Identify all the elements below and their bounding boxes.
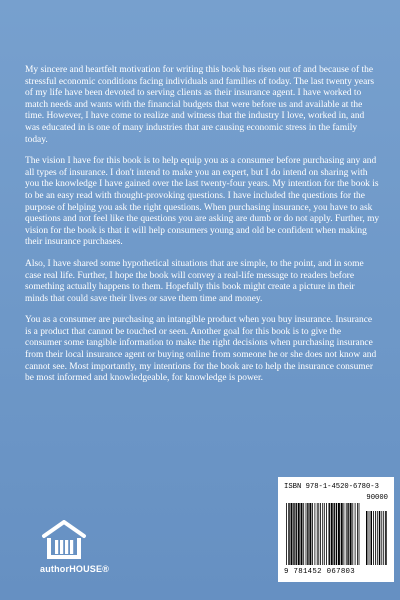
price-code: 90000 <box>366 494 388 502</box>
barcode-bar <box>359 503 360 565</box>
publisher-name: authorHOUSE® <box>40 564 110 574</box>
back-cover-blurb <box>25 65 380 395</box>
barcode-bar <box>334 503 335 565</box>
barcode-bar <box>326 503 327 565</box>
barcode-bar <box>317 503 318 565</box>
price-bar <box>381 511 382 565</box>
barcode-bar <box>306 503 307 565</box>
barcode-bar <box>315 503 316 565</box>
blurb-paragraph-1: My sincere and heartfelt motivation for writing this book has risen out of and because of the stressful economic conditions facing individuals and families of today. The last twenty years of my life have been devoted to serving clients as their insurance agent. I have worked to match needs and wants with the financial budgets that were before us and available at the time. However, I have come to realize and witness that the industry I love, worked in, and was educated in is one of many industries that are causing economic stress in the family today. <box>25 65 375 145</box>
barcode-bar <box>338 503 340 565</box>
barcode-bar <box>291 503 293 565</box>
barcode-bar <box>309 503 311 565</box>
price-bar <box>377 511 378 565</box>
barcode-bar <box>307 503 308 565</box>
barcode-bar <box>286 503 287 565</box>
price-bar <box>383 511 384 565</box>
barcode-bar <box>341 503 343 565</box>
barcode-bar <box>350 503 352 565</box>
price-bar <box>366 511 368 565</box>
barcode-bar <box>322 503 323 565</box>
barcode-bar <box>329 503 330 565</box>
barcode-bar <box>352 503 353 565</box>
barcode-digits: 9 781452 067803 <box>284 568 356 576</box>
price-bar <box>375 511 376 565</box>
price-bar <box>369 511 370 565</box>
price-bar <box>371 511 373 565</box>
isbn-text: ISBN 978-1-4520-6780-3 <box>284 483 379 491</box>
blurb-paragraph-4: You as a consumer are purchasing an intangible product when you buy insurance. Insurance is a product that cannot be touched or seen. Another goal for this book is to give the consumer some tangible information to make the right decisions when purchasing insurance from their local insurance agent or buying online from someone he or she does not know and cannot see. Most importantly, my intentions for the book are to help the insurance consumer be most informed and knowledgeable, for knowledge is power. <box>25 315 377 384</box>
barcode-bar <box>324 503 325 565</box>
barcode-bar <box>298 503 300 565</box>
blurb-paragraph-3: Also, I have shared some hypothetical situations that are simple, to the point, and in some case real life. Further, I hope the book will convey a real-life message to readers before something actually happens to them. Hopefully this book might create a picture in their minds that could save their lives or save them time and money. <box>25 258 364 304</box>
barcode-bar <box>303 503 304 565</box>
barcode-bar <box>347 503 348 565</box>
barcode-bar <box>331 503 333 565</box>
barcode-bar <box>355 503 356 565</box>
barcode-bar <box>296 503 297 565</box>
price-bar <box>379 511 381 565</box>
barcode-bar <box>293 503 294 565</box>
barcode-bar <box>346 503 347 565</box>
price-bar <box>373 511 374 565</box>
isbn-barcode <box>278 477 394 582</box>
publisher-logo <box>18 520 118 580</box>
barcode-bar <box>336 503 337 565</box>
blurb-paragraph-2: The vision I have for this book is to help equip you as a consumer before purchasing any and all types of insurance. I don't intend to make you an expert, but I do intend on sharing with you the knowledge I have gained over the last twenty-four years. My intention for the book is to be an easy read with thought-provoking questions. I have included the questions for the purpose of helping you ask the right questions. When purchasing insurance, you have to ask questions and not feel like the questions you are asking are dumb or do not apply. Further, my vision for the book is that it will help consumers young and old be confident when making their insurance purchases. <box>25 156 380 248</box>
barcode-bars <box>284 503 388 567</box>
price-bar <box>385 511 387 565</box>
barcode-bar <box>288 503 289 565</box>
barcode-bar <box>320 503 321 565</box>
barcode-bar <box>301 503 303 565</box>
house-book-icon <box>40 520 88 560</box>
barcode-bar <box>312 503 313 565</box>
barcode-bar <box>357 503 358 565</box>
barcode-bar <box>318 503 319 565</box>
barcode-bar <box>344 503 345 565</box>
